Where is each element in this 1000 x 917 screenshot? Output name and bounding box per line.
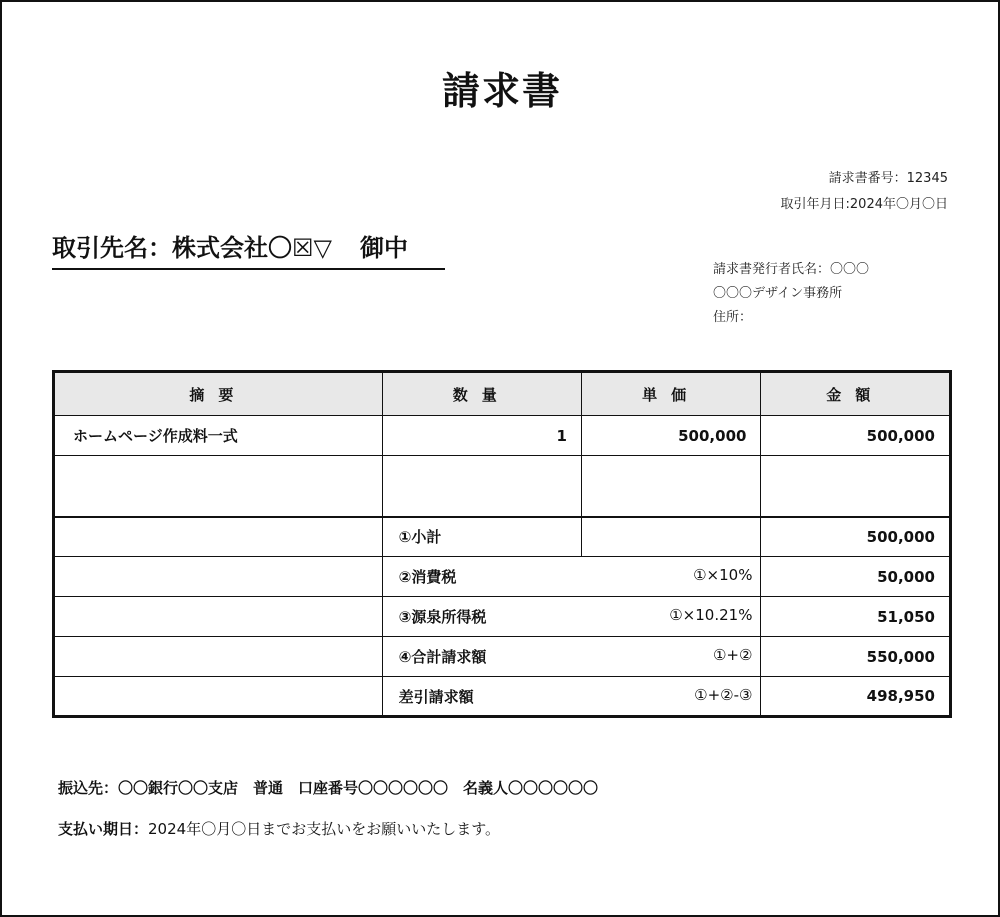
header-unit-price: 単価 [581, 372, 761, 416]
empty-cell [54, 456, 383, 517]
table-row [54, 416, 951, 456]
withholding-label: ③源泉所得税 [398, 608, 487, 626]
document-title: 請求書 [441, 69, 562, 113]
header-description: 摘要 [54, 372, 383, 416]
header-amount: 金額 [761, 372, 951, 416]
empty-cell [54, 557, 383, 597]
total-formula: ①+② [712, 646, 753, 664]
empty-cell [761, 456, 951, 517]
total-amount: 550,000 [761, 637, 951, 677]
empty-cell [54, 517, 383, 557]
tax-amount: 50,000 [761, 557, 951, 597]
due-date-note [58, 818, 500, 839]
net-label-cell [382, 677, 761, 717]
tax-label-cell [382, 557, 761, 597]
empty-cell [581, 456, 761, 517]
issuer-company: 〇〇〇デザイン事務所 [713, 286, 843, 301]
header-quantity: 数量 [382, 372, 581, 416]
item-amount: 500,000 [761, 416, 951, 456]
client-name: 取引先名：株式会社〇☒▽ [52, 234, 332, 262]
withholding-label-cell [382, 597, 761, 637]
withholding-row [54, 597, 951, 637]
tax-formula: ①×10% [693, 566, 753, 584]
tax-label: ②消費税 [398, 568, 457, 586]
empty-cell [382, 456, 581, 517]
item-quantity: 1 [382, 416, 581, 456]
net-row [54, 677, 951, 717]
subtotal-row [54, 517, 951, 557]
invoice-date: 取引年月日:2024年〇月〇日 [780, 197, 948, 212]
issuer-address: 住所： [713, 310, 753, 325]
net-label: 差引請求額 [398, 687, 474, 706]
item-unit-price: 500,000 [581, 416, 761, 456]
empty-cell [54, 677, 383, 717]
empty-cell [54, 597, 383, 637]
net-formula: ①+②-③ [694, 685, 753, 704]
empty-cell [581, 517, 761, 557]
client-name-block [52, 226, 445, 270]
client-honorific: 御中 [359, 234, 408, 262]
due-label: 支払い期日： [58, 820, 149, 838]
withholding-formula: ①×10.21% [669, 606, 753, 624]
subtotal-amount: 500,000 [761, 517, 951, 557]
bank-info: 振込先：〇〇銀行〇〇支店 普通 口座番号〇〇〇〇〇〇 名義人〇〇〇〇〇〇 [58, 779, 599, 797]
total-label-cell [382, 637, 761, 677]
subtotal-label: ①小計 [382, 517, 581, 557]
invoice-number: 請求書番号：12345 [828, 171, 948, 186]
withholding-amount: 51,050 [761, 597, 951, 637]
table-row-empty [54, 456, 951, 517]
due-text: 2024年〇月〇日までお支払いをお願いいたします。 [148, 820, 500, 838]
total-label: ④合計請求額 [398, 648, 487, 666]
empty-cell [54, 637, 383, 677]
table-header-row [54, 372, 951, 416]
invoice-table [52, 370, 952, 718]
total-row [54, 637, 951, 677]
item-description: ホームページ作成料一式 [54, 416, 383, 456]
net-amount: 498,950 [761, 677, 951, 717]
tax-row [54, 557, 951, 597]
issuer-name: 請求書発行者氏名：〇〇〇 [713, 262, 870, 277]
